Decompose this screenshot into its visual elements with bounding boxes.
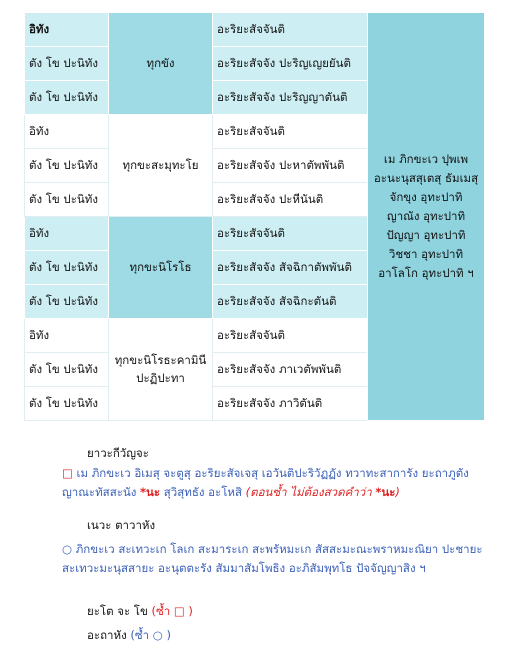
row-predicate-cell: อะริยะสัจจัง สัจฉิกาตัพพันติ xyxy=(213,251,368,285)
yava-line xyxy=(24,445,484,463)
row-subject-cell: อิทัง xyxy=(25,217,109,251)
yato-text: ยะโต จะ โข xyxy=(87,604,148,618)
row-predicate-cell: อะริยะสัจจันติ xyxy=(213,217,368,251)
row-subject-cell: ตัง โข ปะนิทัง xyxy=(25,353,109,387)
na-marker-note: *นะ xyxy=(375,485,396,499)
insight-line: อะนะนุสสุเตสุ ธัมเมสุ xyxy=(373,171,479,185)
row-subject-cell: ตัง โข ปะนิทัง xyxy=(25,387,109,421)
truth-name-cell: ทุกขะสะมุทะโย xyxy=(109,115,213,217)
row-subject-cell: ตัง โข ปะนิทัง xyxy=(25,81,109,115)
paragraph-one-mid: สุวิสุทธัง อะโหสิ xyxy=(160,485,246,499)
row-subject-cell: ตัง โข ปะนิทัง xyxy=(25,149,109,183)
row-subject-cell: อิทัง xyxy=(25,319,109,353)
insight-line: ญาณัง อุทะปาทิ xyxy=(386,209,466,223)
repeat-open: (ซ้ำ xyxy=(147,604,174,618)
row-subject-cell: ตัง โข ปะนิทัง xyxy=(25,183,109,217)
row-predicate-cell: อะริยะสัจจันติ xyxy=(213,319,368,353)
atha-text: อะถาหัง xyxy=(87,628,127,642)
four-noble-truths-table xyxy=(24,12,485,421)
neva-text: เนวะ ตาวาหัง xyxy=(87,518,156,532)
paragraph-one-main: เม ภิกขะเว อิเมสุ จะตูสุ อะริยะสัจเจสุ เอวันติปะริวัฏฏัง ทวาทะสาการัง ยะถาภูตัง ญาณะทัสสะนัง xyxy=(62,466,469,499)
atha-line xyxy=(24,627,484,645)
insight-line: เม ภิกขะเว ปุพเพ xyxy=(383,152,469,166)
row-predicate-cell: อะริยะสัจจัง ปะหาตัพพันติ xyxy=(213,149,368,183)
row-subject-cell: ตัง โข ปะนิทัง xyxy=(25,47,109,81)
paragraph-two-main: ภิกขะเว สะเทวะเก โลเก สะมาระเก สะพรัหมะเก สัสสะมะณะพราหมะณิยา ปะชายะ สะเทวะมะนุสสายะ อะนุตตะรัง สัมมาสัมโพธิง อะภิสัมพุทโธ ปัจจัญญาสิง ฯ xyxy=(62,542,483,575)
insight-line: ปัญญา อุทะปาทิ xyxy=(386,228,466,242)
truth-name-cell: ทุกขะนิโรโธ xyxy=(109,217,213,319)
insight-summary-cell xyxy=(368,13,485,421)
row-predicate-cell: อะริยะสัจจัง ปะริญเญยยันติ xyxy=(213,47,368,81)
repeat-open-2: (ซ้ำ xyxy=(126,628,153,642)
insight-line: จักขุง อุทะปาทิ xyxy=(389,190,463,204)
row-subject-cell: อิทัง xyxy=(25,115,109,149)
truth-name-cell: ทุกขัง xyxy=(109,13,213,115)
repeat-close-2: ) xyxy=(162,628,171,642)
insight-line: อาโลโก อุทะปาทิ ฯ xyxy=(378,266,474,280)
table-row xyxy=(25,13,485,47)
paragraph-one xyxy=(24,464,484,502)
row-predicate-cell: อะริยะสัจจัง สัจฉิกะตันติ xyxy=(213,285,368,319)
row-predicate-cell: อะริยะสัจจัง ภาเวตัพพันติ xyxy=(213,353,368,387)
paragraph-two xyxy=(24,540,484,578)
row-predicate-cell: อะริยะสัจจัง ปะริญญาตันติ xyxy=(213,81,368,115)
row-predicate-cell: อะริยะสัจจัง ปะหีนันติ xyxy=(213,183,368,217)
repeat-close: ) xyxy=(184,604,193,618)
row-predicate-cell: อะริยะสัจจันติ xyxy=(213,13,368,47)
row-subject-cell: ตัง โข ปะนิทัง xyxy=(25,285,109,319)
row-predicate-cell: อะริยะสัจจันติ xyxy=(213,115,368,149)
truth-name-cell: ทุกขะนิโรธะคามินี ปะฏิปะทา xyxy=(109,319,213,421)
yato-line xyxy=(24,603,484,621)
row-subject-cell: อิทัง xyxy=(25,13,109,47)
repeat-note-close: ) xyxy=(395,485,400,499)
square-symbol-repeat: □ xyxy=(173,604,185,618)
row-predicate-cell: อะริยะสัจจัง ภาวิตันติ xyxy=(213,387,368,421)
insight-line: วิชชา อุทะปาทิ xyxy=(388,247,464,261)
yava-text: ยาวะกีวัญจะ xyxy=(87,446,149,460)
na-marker: *นะ xyxy=(140,485,161,499)
square-symbol: □ xyxy=(62,466,73,480)
circle-symbol-repeat: ○ xyxy=(152,628,163,642)
repeat-note: (ตอนซ้ำ ไม่ต้องสวดคำว่า xyxy=(245,485,376,499)
row-subject-cell: ตัง โข ปะนิทัง xyxy=(25,251,109,285)
circle-symbol: ○ xyxy=(62,542,73,556)
neva-line xyxy=(24,517,484,535)
